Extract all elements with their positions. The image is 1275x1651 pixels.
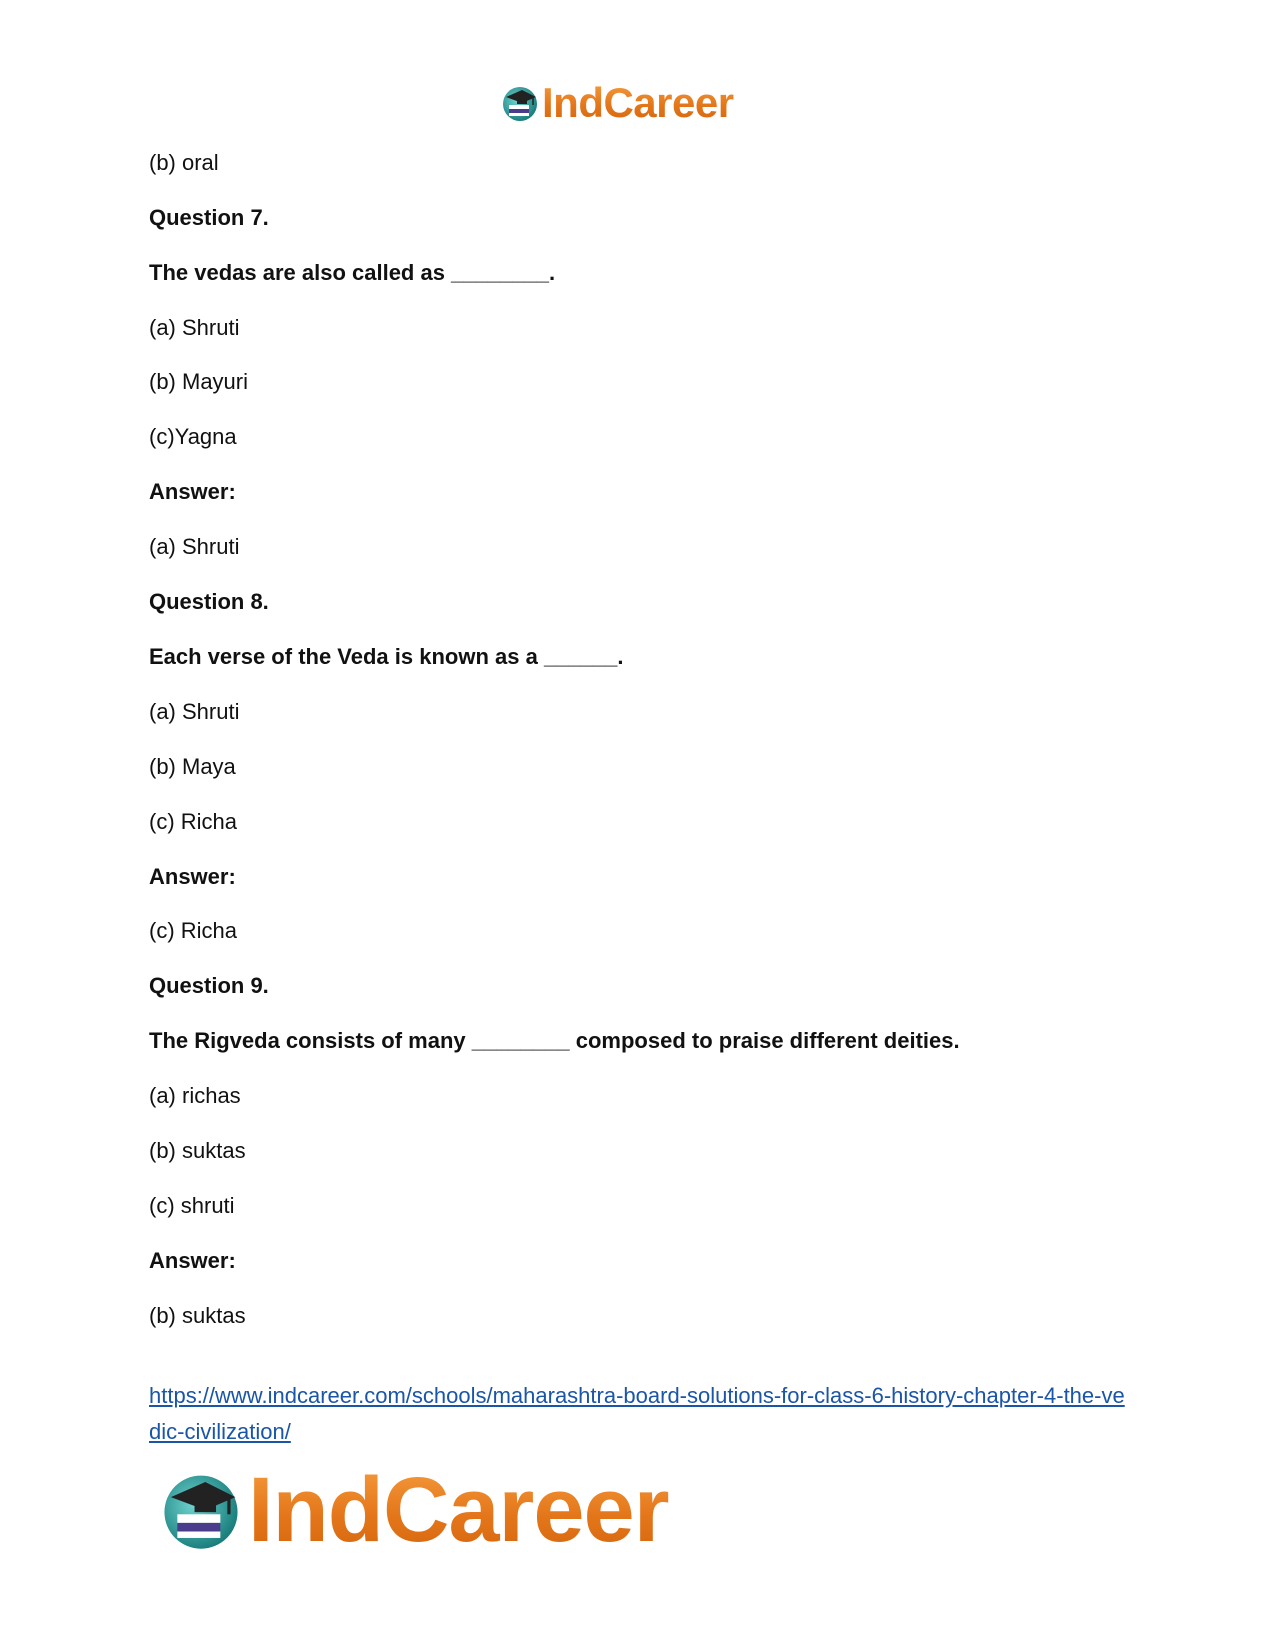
logo-wordmark: IndCareer bbox=[542, 79, 734, 126]
question-8-option-b: (b) Maya bbox=[149, 754, 236, 779]
previous-option: (b) oral bbox=[149, 150, 219, 175]
question-7-option-c: (c)Yagna bbox=[149, 424, 237, 449]
source-link[interactable]: https://www.indcareer.com/schools/maharashtra-board-solutions-for-class-6-history-chapter-4-the-vedic-civilization/ bbox=[149, 1383, 1125, 1444]
question-7-answer-label: Answer: bbox=[149, 479, 236, 504]
question-7-option-a: (a) Shruti bbox=[149, 315, 240, 340]
question-8-answer-label: Answer: bbox=[149, 864, 236, 889]
question-9-option-b: (b) suktas bbox=[149, 1138, 246, 1163]
question-8-label: Question 8. bbox=[149, 589, 269, 614]
graduation-globe-icon bbox=[158, 1467, 244, 1553]
question-9-label: Question 9. bbox=[149, 973, 269, 998]
question-8-text: Each verse of the Veda is known as a ______. bbox=[149, 644, 624, 669]
question-7-text: The vedas are also called as ________. bbox=[149, 260, 556, 285]
question-9-answer-label: Answer: bbox=[149, 1248, 236, 1273]
question-9-option-c: (c) shruti bbox=[149, 1193, 235, 1218]
logo-wordmark: IndCareer bbox=[248, 1458, 669, 1561]
question-9-answer: (b) suktas bbox=[149, 1303, 246, 1328]
question-9-text: The Rigveda consists of many ________ composed to praise different deities. bbox=[149, 1028, 960, 1053]
footer-logo bbox=[158, 1455, 669, 1565]
question-8-answer: (c) Richa bbox=[149, 918, 238, 943]
question-8-option-a: (a) Shruti bbox=[149, 699, 240, 724]
question-9-option-a: (a) richas bbox=[149, 1083, 241, 1108]
question-7-answer: (a) Shruti bbox=[149, 534, 240, 559]
question-7-option-b: (b) Mayuri bbox=[149, 369, 249, 394]
question-7-label: Question 7. bbox=[149, 205, 269, 230]
graduation-globe-icon bbox=[500, 83, 540, 123]
question-8-option-c: (c) Richa bbox=[149, 809, 238, 834]
header-logo bbox=[500, 78, 734, 128]
